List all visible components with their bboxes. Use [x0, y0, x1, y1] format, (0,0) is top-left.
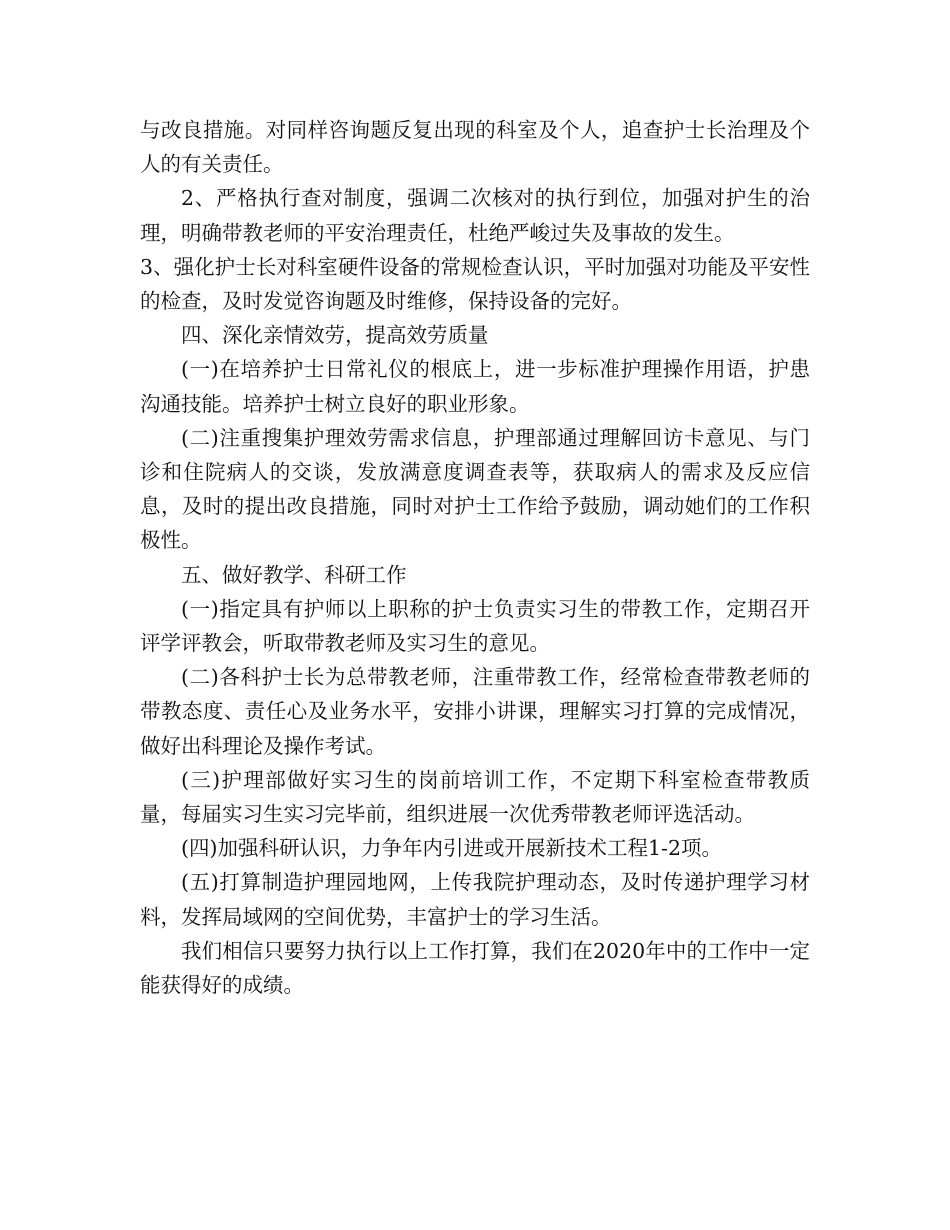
section-heading-5: 五、做好教学、科研工作 — [181, 562, 407, 587]
paragraph-5-5: (五)打算制造护理园地网，上传我院护理动态，及时传递护理学习材料，发挥局域网的空间优势，丰富护士的学习生活。 — [140, 870, 810, 929]
section-heading-4: 四、深化亲情效劳，提高效劳质量 — [181, 323, 489, 348]
paragraph-item-2: 2、严格执行查对制度，强调二次核对的执行到位，加强对护生的治理，明确带教老师的平安治理责任，杜绝严峻过失及事故的发生。 — [140, 186, 810, 245]
paragraph-5-3: (三)护理部做好实习生的岗前培训工作，不定期下科室检查带教质量，每届实习生实习完毕前，组织进展一次优秀带教老师评选活动。 — [140, 767, 810, 827]
paragraph-continuation: 与改良措施。对同样咨询题反复出现的科室及个人，追查护士长治理及个人的有关责任。 — [140, 118, 810, 177]
paragraph-5-1: (一)指定具有护师以上职称的护士负责实习生的带教工作，定期召开评学评教会，听取带教老师及实习生的意见。 — [140, 596, 810, 656]
paragraph-4-1: (一)在培养护士日常礼仪的根底上，进一步标准护理操作用语，护患沟通技能。培养护士树立良好的职业形象。 — [140, 357, 810, 416]
document-body — [140, 113, 810, 1002]
paragraph-item-3: 3、强化护士长对科室硬件设备的常规检查认识，平时加强对功能及平安性的检查，及时发觉咨询题及时维修，保持设备的完好。 — [140, 254, 810, 314]
paragraph-5-2: (二)各科护士长为总带教老师，注重带教工作，经常检查带教老师的带教态度、责任心及业务水平，安排小讲课，理解实习打算的完成情况，做好出科理论及操作考试。 — [140, 665, 810, 758]
paragraph-5-4: (四)加强科研认识，力争年内引进或开展新技术工程1-2项。 — [181, 836, 723, 861]
closing-paragraph: 我们相信只要努力执行以上工作打算，我们在2020年中的工作中一定能获得好的成绩。 — [140, 938, 810, 998]
paragraph-4-2: (二)注重搜集护理效劳需求信息，护理部通过理解回访卡意见、与门诊和住院病人的交谈，发放满意度调查表等，获取病人的需求及反应信息，及时的提出改良措施，同时对护士工作给予鼓励，调动她们的工作积极性。 — [140, 425, 810, 553]
